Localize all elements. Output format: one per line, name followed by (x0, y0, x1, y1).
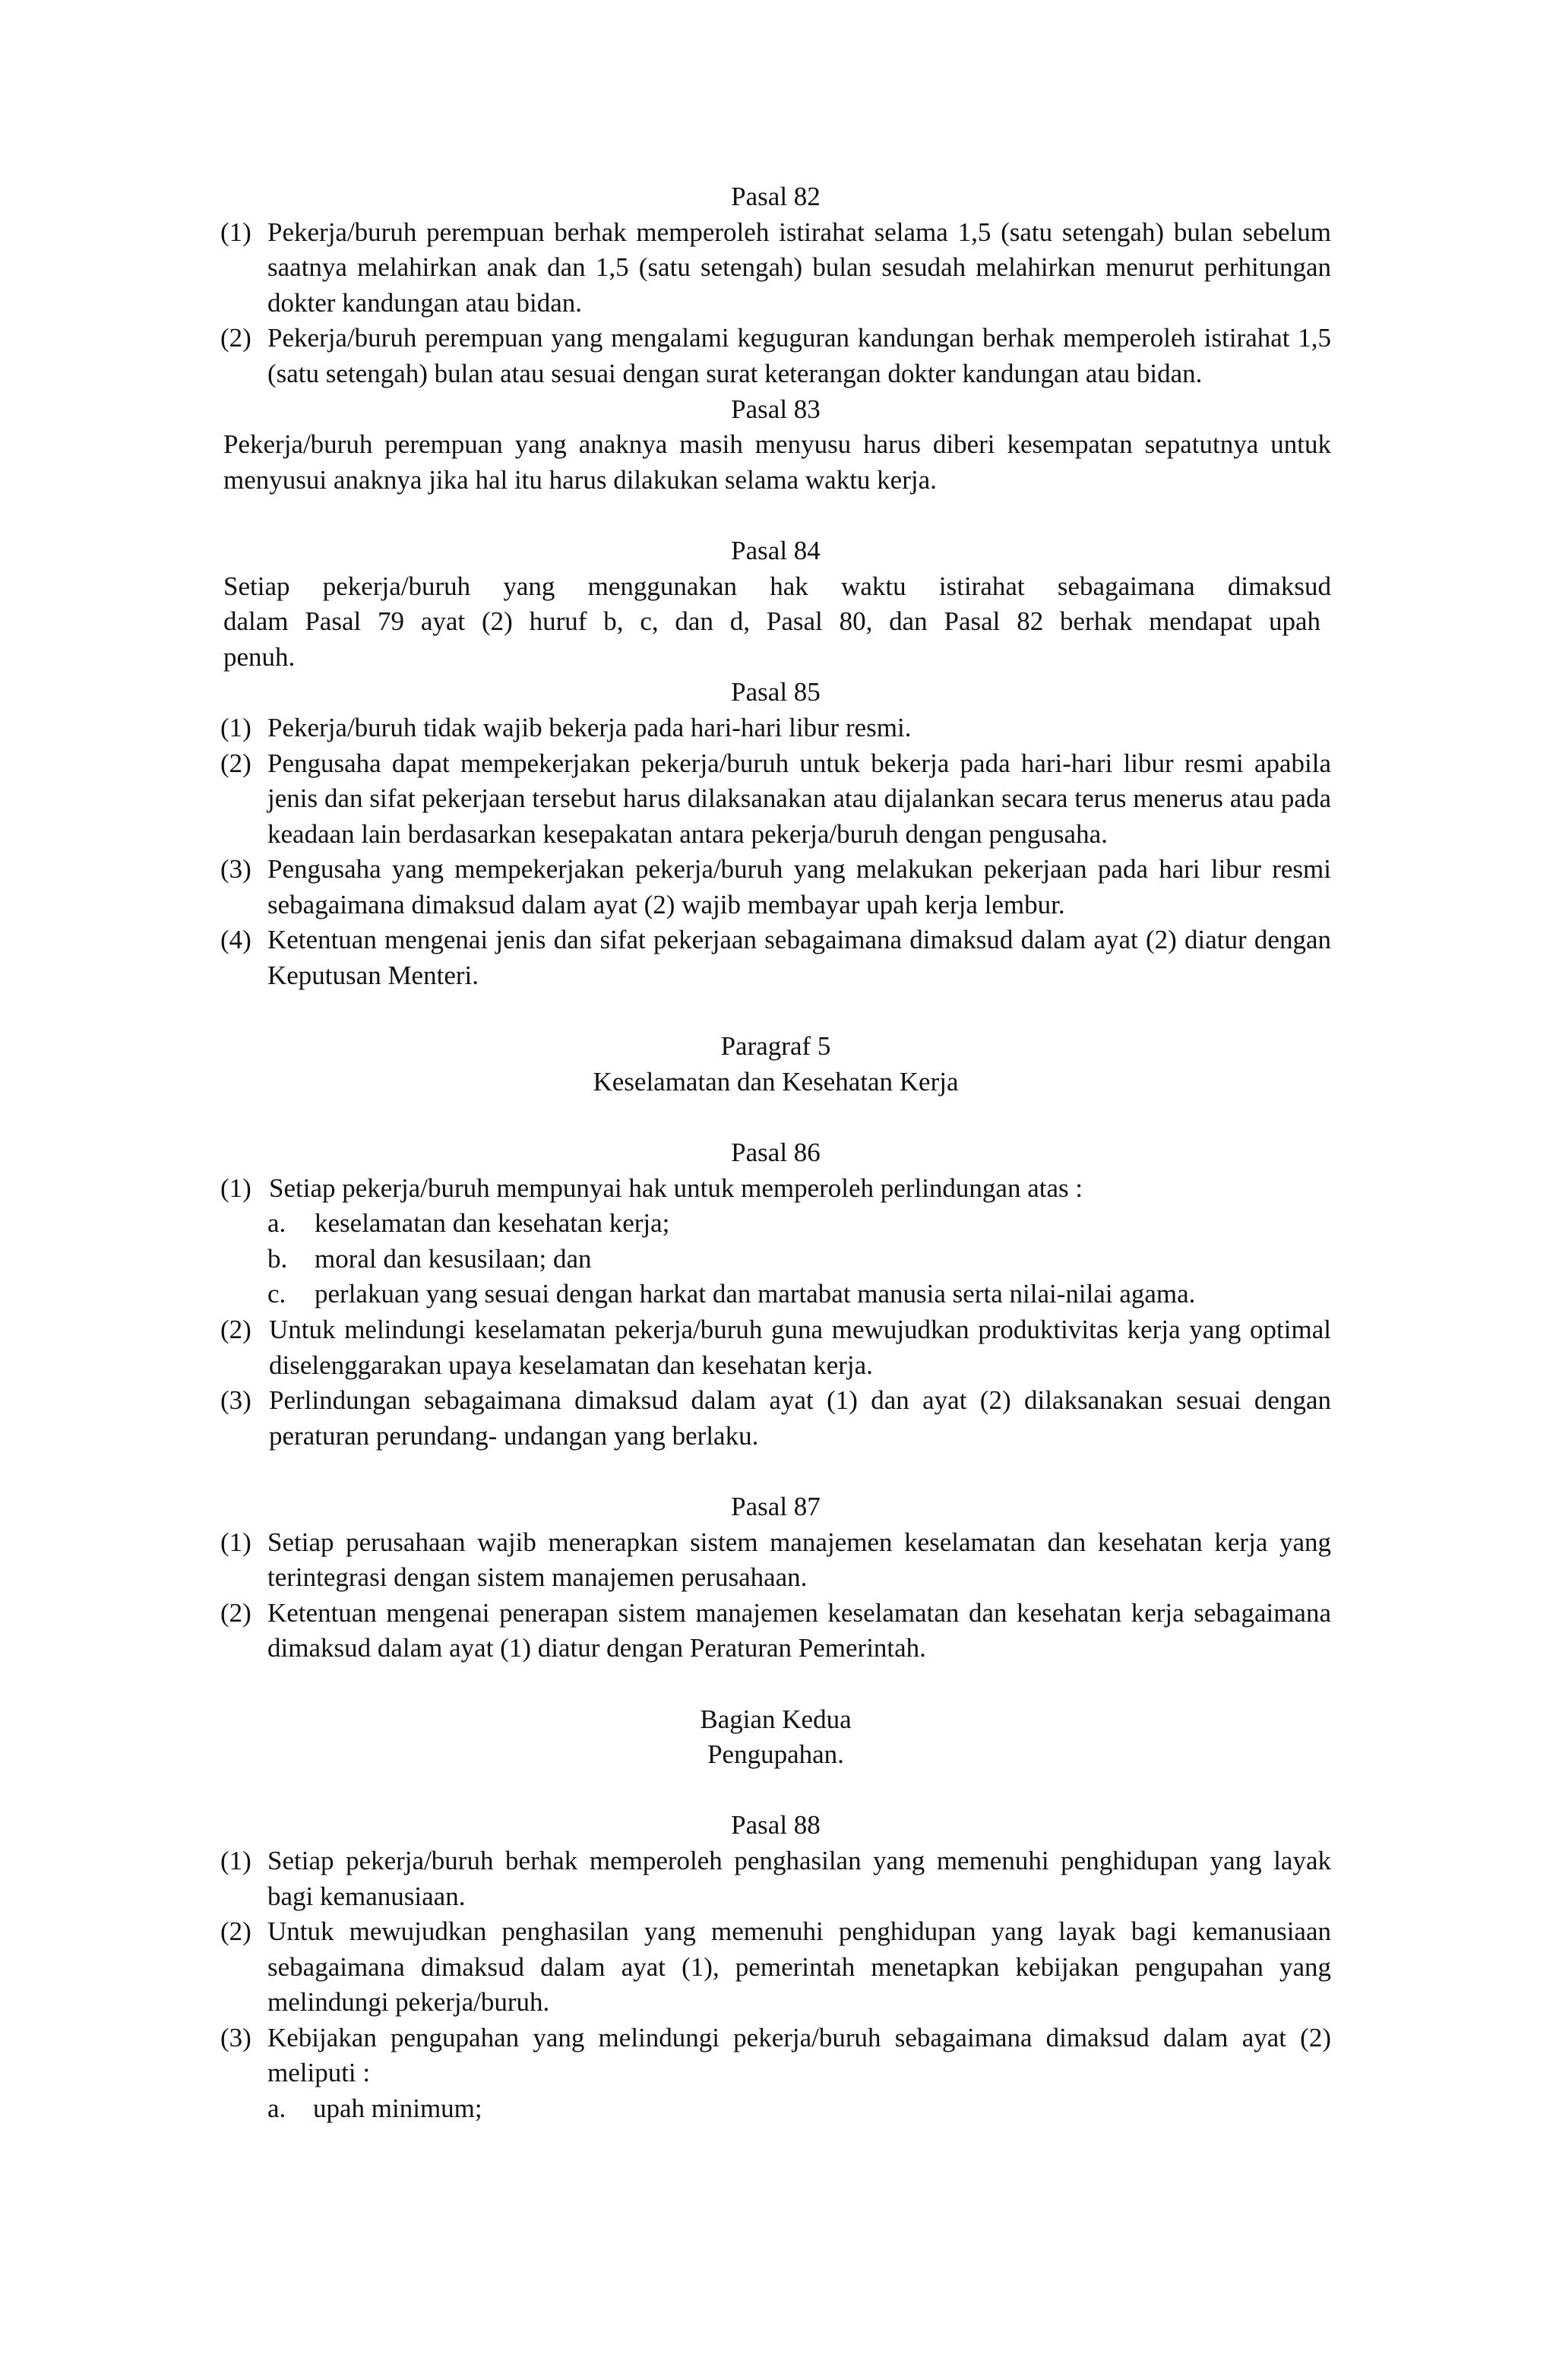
pasal-86-sub-b (220, 1242, 1331, 1277)
sub-text: perlakuan yang sesuai dengan harkat dan martabat manusia serta nilai-nilai agama. (315, 1279, 1196, 1309)
pasal-86-sub-a (220, 1206, 1331, 1242)
ayat-number: (1) (220, 712, 251, 742)
pasal-85-ayat-2 (220, 746, 1331, 853)
ayat-text: Pekerja/buruh tidak wajib bekerja pada hari-hari libur resmi. (267, 712, 912, 742)
pasal-88-ayat-3 (220, 2021, 1331, 2091)
bagian-subtitle: Pengupahan. (707, 1739, 844, 1770)
pasal-87-ayat-1 (220, 1525, 1331, 1596)
pasal-82-ayat-1 (220, 215, 1331, 321)
pasal-87-ayat-2 (220, 1596, 1331, 1666)
pasal-85-ayat-1 (220, 711, 1331, 746)
pasal-84-line-1: Setiap pekerja/buruh yang menggunakan hak waktu istirahat sebagaimana dimaksud (223, 571, 1331, 601)
pasal-85-title: Pasal 85 (731, 677, 821, 707)
pasal-82-title: Pasal 82 (731, 182, 821, 211)
pasal-82-ayat-2 (220, 321, 1331, 391)
ayat-number: (4) (220, 925, 251, 955)
sub-letter: b. (267, 1243, 288, 1274)
pasal-86-ayat-1 (220, 1171, 1331, 1207)
bagian-title: Bagian Kedua (700, 1704, 852, 1734)
ayat-text: Setiap pekerja/buruh mempunyai hak untuk memperoleh perlindungan atas : (269, 1173, 1083, 1203)
pasal-86-ayat-2 (220, 1312, 1331, 1383)
pasal-88-ayat-2 (220, 1914, 1331, 2021)
pasal-84-line-3: penuh. (223, 641, 296, 672)
pasal-84-title: Pasal 84 (731, 535, 821, 565)
ayat-number: (3) (220, 1385, 251, 1416)
ayat-number: (2) (220, 323, 251, 353)
pasal-86-title: Pasal 86 (731, 1138, 821, 1168)
pasal-86-sub-c (220, 1277, 1331, 1312)
pasal-88-title: Pasal 88 (731, 1810, 821, 1840)
document-page (220, 179, 1331, 2127)
ayat-text: Setiap perusahaan wajib menerapkan sistem manajemen keselamatan dan kesehatan kerja yang terintegrasi dengan sistem manajemen perusahaan. (267, 1527, 1331, 1593)
sub-letter: a. (267, 2094, 286, 2124)
ayat-number: (1) (220, 217, 251, 247)
ayat-text: Untuk melindungi keselamatan pekerja/buruh guna mewujudkan produktivitas kerja yang optimal diselenggarakan upaya keselamatan dan kesehatan kerja. (269, 1315, 1331, 1380)
ayat-text: Untuk mewujudkan penghasilan yang memenuhi penghidupan yang layak bagi kemanusiaan sebagaimana dimaksud dalam ayat (1), pemerintah menetapkan kebijakan pengupahan yang melindungi pekerja/buruh. (267, 1916, 1331, 2018)
sub-text: keselamatan dan kesehatan kerja; (315, 1208, 670, 1239)
ayat-number: (2) (220, 748, 251, 778)
ayat-number: (1) (220, 1527, 251, 1557)
paragraf-title: Paragraf 5 (720, 1031, 831, 1062)
pasal-86-ayat-3 (220, 1383, 1331, 1454)
ayat-number: (3) (220, 854, 251, 885)
pasal-85-ayat-4 (220, 923, 1331, 993)
sub-letter: a. (267, 1208, 286, 1239)
sub-text: moral dan kesusilaan; dan (315, 1243, 592, 1274)
ayat-text: Ketentuan mengenai penerapan sistem manajemen keselamatan dan kesehatan kerja sebagaimana dimaksud dalam ayat (1) diatur dengan Peraturan Pemerintah. (267, 1597, 1331, 1663)
ayat-number: (3) (220, 2022, 251, 2052)
pasal-85-ayat-3 (220, 852, 1331, 923)
ayat-text: Pekerja/buruh perempuan yang mengalami keguguran kandungan berhak memperoleh istirahat 1,5 (satu setengah) bulan atau sesuai dengan surat keterangan dokter kandungan atau bidan. (267, 323, 1331, 388)
ayat-text: Perlindungan sebagaimana dimaksud dalam ayat (1) dan ayat (2) dilaksanakan sesuai dengan peraturan perundang- undangan yang berlaku. (269, 1385, 1331, 1451)
ayat-text: Pengusaha dapat mempekerjakan pekerja/buruh untuk bekerja pada hari-hari libur resmi apabila jenis dan sifat pekerjaan tersebut harus dilaksanakan atau dijalankan secara terus menerus atau pada keadaan lain berdasarkan kesepakatan antara pekerja/buruh dengan pengusaha. (267, 748, 1331, 849)
ayat-number: (2) (220, 1597, 251, 1628)
ayat-text: Setiap pekerja/buruh berhak memperoleh penghasilan yang memenuhi penghidupan yang layak bagi kemanusiaan. (267, 1845, 1331, 1911)
sub-text: upah minimum; (313, 2094, 482, 2124)
pasal-84-text (220, 569, 1331, 676)
ayat-text: Pekerja/buruh perempuan berhak memperoleh istirahat selama 1,5 (satu setengah) bulan sebelum saatnya melahirkan anak dan 1,5 (satu setengah) bulan sesudah melahirkan menurut perhitungan dokter kandungan atau bidan. (267, 217, 1331, 318)
pasal-83-title: Pasal 83 (731, 394, 821, 424)
ayat-number: (1) (220, 1845, 251, 1875)
ayat-text: Pengusaha yang mempekerjakan pekerja/buruh yang melakukan pekerjaan pada hari libur resmi sebagaimana dimaksud dalam ayat (2) wajib membayar upah kerja lembur. (267, 854, 1331, 919)
ayat-text: Ketentuan mengenai jenis dan sifat pekerjaan sebagaimana dimaksud dalam ayat (2) diatur dengan Keputusan Menteri. (267, 925, 1331, 991)
ayat-number: (2) (220, 1916, 251, 1947)
pasal-87-title: Pasal 87 (731, 1491, 821, 1521)
ayat-text: Kebijakan pengupahan yang melindungi pekerja/buruh sebagaimana dimaksud dalam ayat (2) meliputi : (267, 2022, 1331, 2088)
pasal-88-ayat-1 (220, 1844, 1331, 1914)
pasal-88-sub-a (220, 2091, 1331, 2127)
ayat-number: (1) (220, 1173, 251, 1203)
pasal-84-line-2: dalam Pasal 79 ayat (2) huruf b, c, dan d, Pasal 80, dan Pasal 82 berhak mendapat upah (223, 606, 1320, 637)
pasal-83-text: Pekerja/buruh perempuan yang anaknya masih menyusu harus diberi kesempatan sepatutnya untuk menyusui anaknya jika hal itu harus dilakukan selama waktu kerja. (223, 429, 1331, 495)
sub-letter: c. (267, 1279, 286, 1309)
paragraf-subtitle: Keselamatan dan Kesehatan Kerja (593, 1066, 959, 1097)
ayat-number: (2) (220, 1315, 251, 1344)
